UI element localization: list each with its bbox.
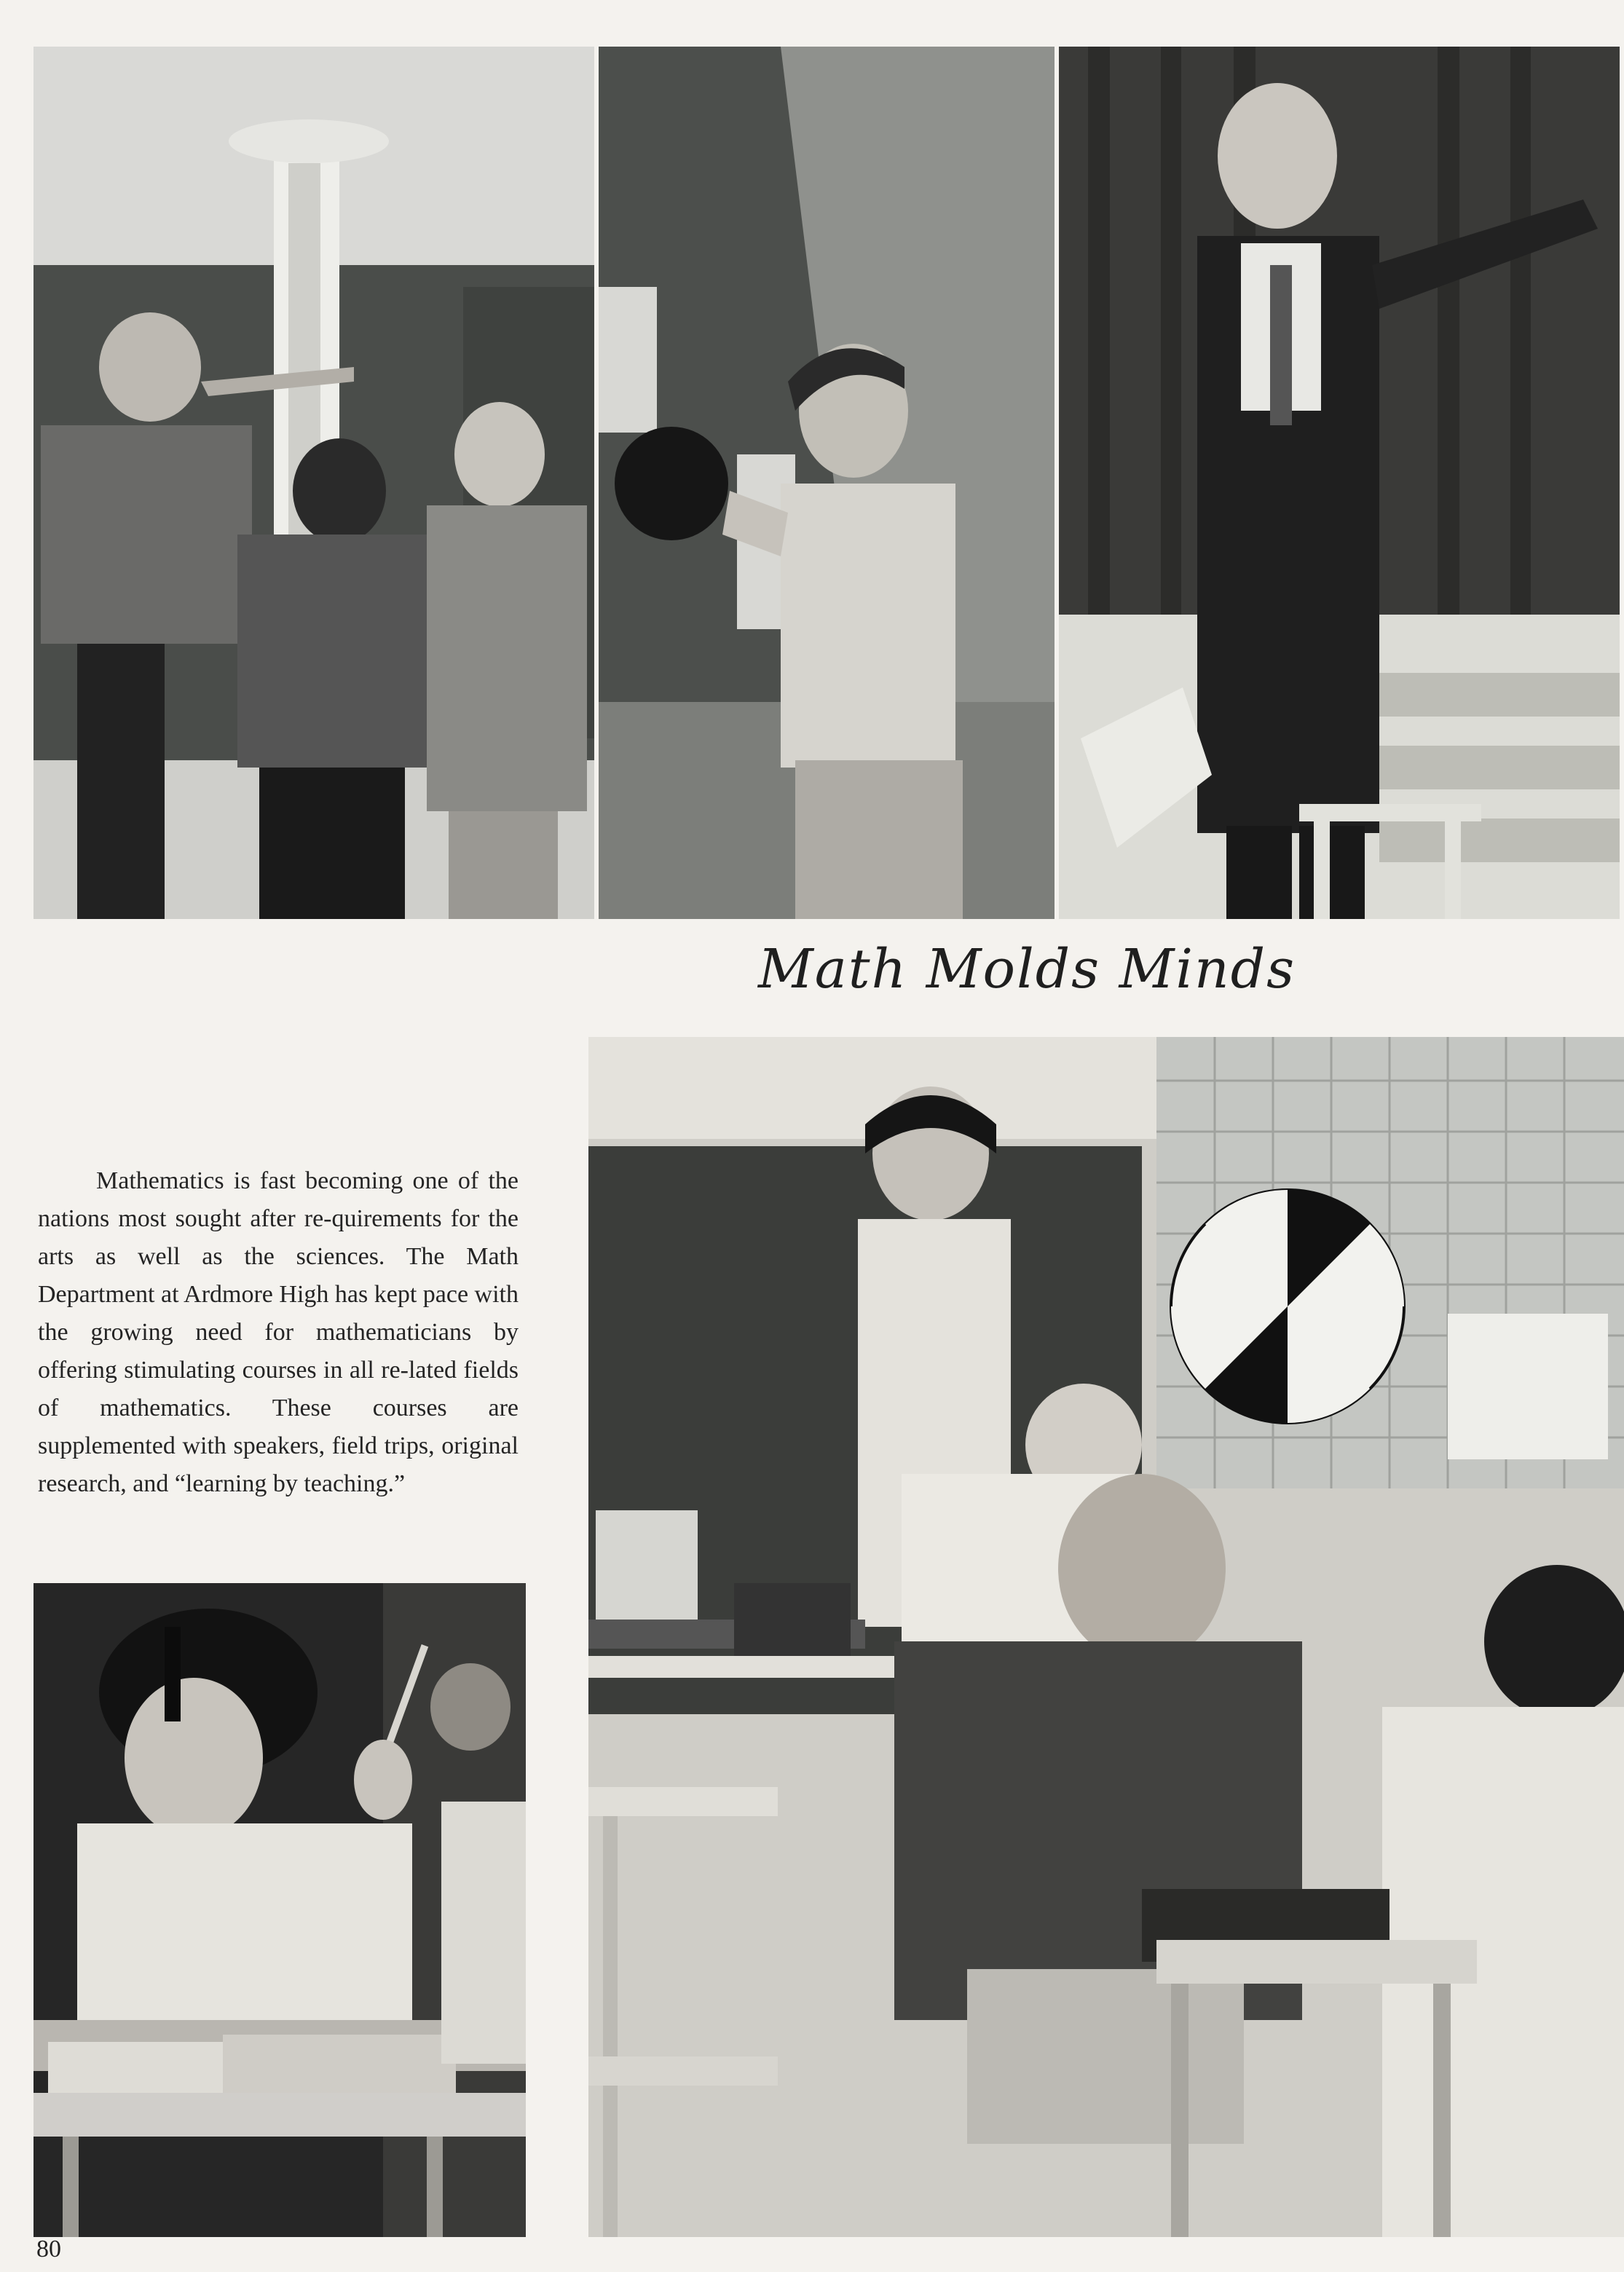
photo-teacher-with-globe-image <box>599 47 1055 919</box>
photo-student-studying-image <box>33 1583 526 2237</box>
page-number: 80 <box>36 2236 61 2263</box>
photo-guest-speaker <box>1059 47 1620 919</box>
photo-guest-speaker-image <box>1059 47 1620 919</box>
photo-student-studying <box>33 1583 526 2237</box>
photo-classroom-lesson-image <box>588 1037 1624 2237</box>
photo-classroom-lesson <box>588 1037 1624 2237</box>
photo-students-measuring-height <box>33 47 594 919</box>
photo-teacher-with-globe <box>599 47 1055 919</box>
page-headline: Math Molds Minds <box>757 938 1296 1001</box>
photo-students-measuring-height-image <box>33 47 594 919</box>
article-body-text: Mathematics is fast becoming one of the nations most sought after re-quirements for the arts as well as the sciences. The Math Department at Ardmore High has kept pace with the growing need for mathematicians by offering stimulating courses in all re-lated fields of mathematics. These courses are supplemented with speakers, field trips, original research, and “learning by teaching.” <box>38 1167 519 1497</box>
